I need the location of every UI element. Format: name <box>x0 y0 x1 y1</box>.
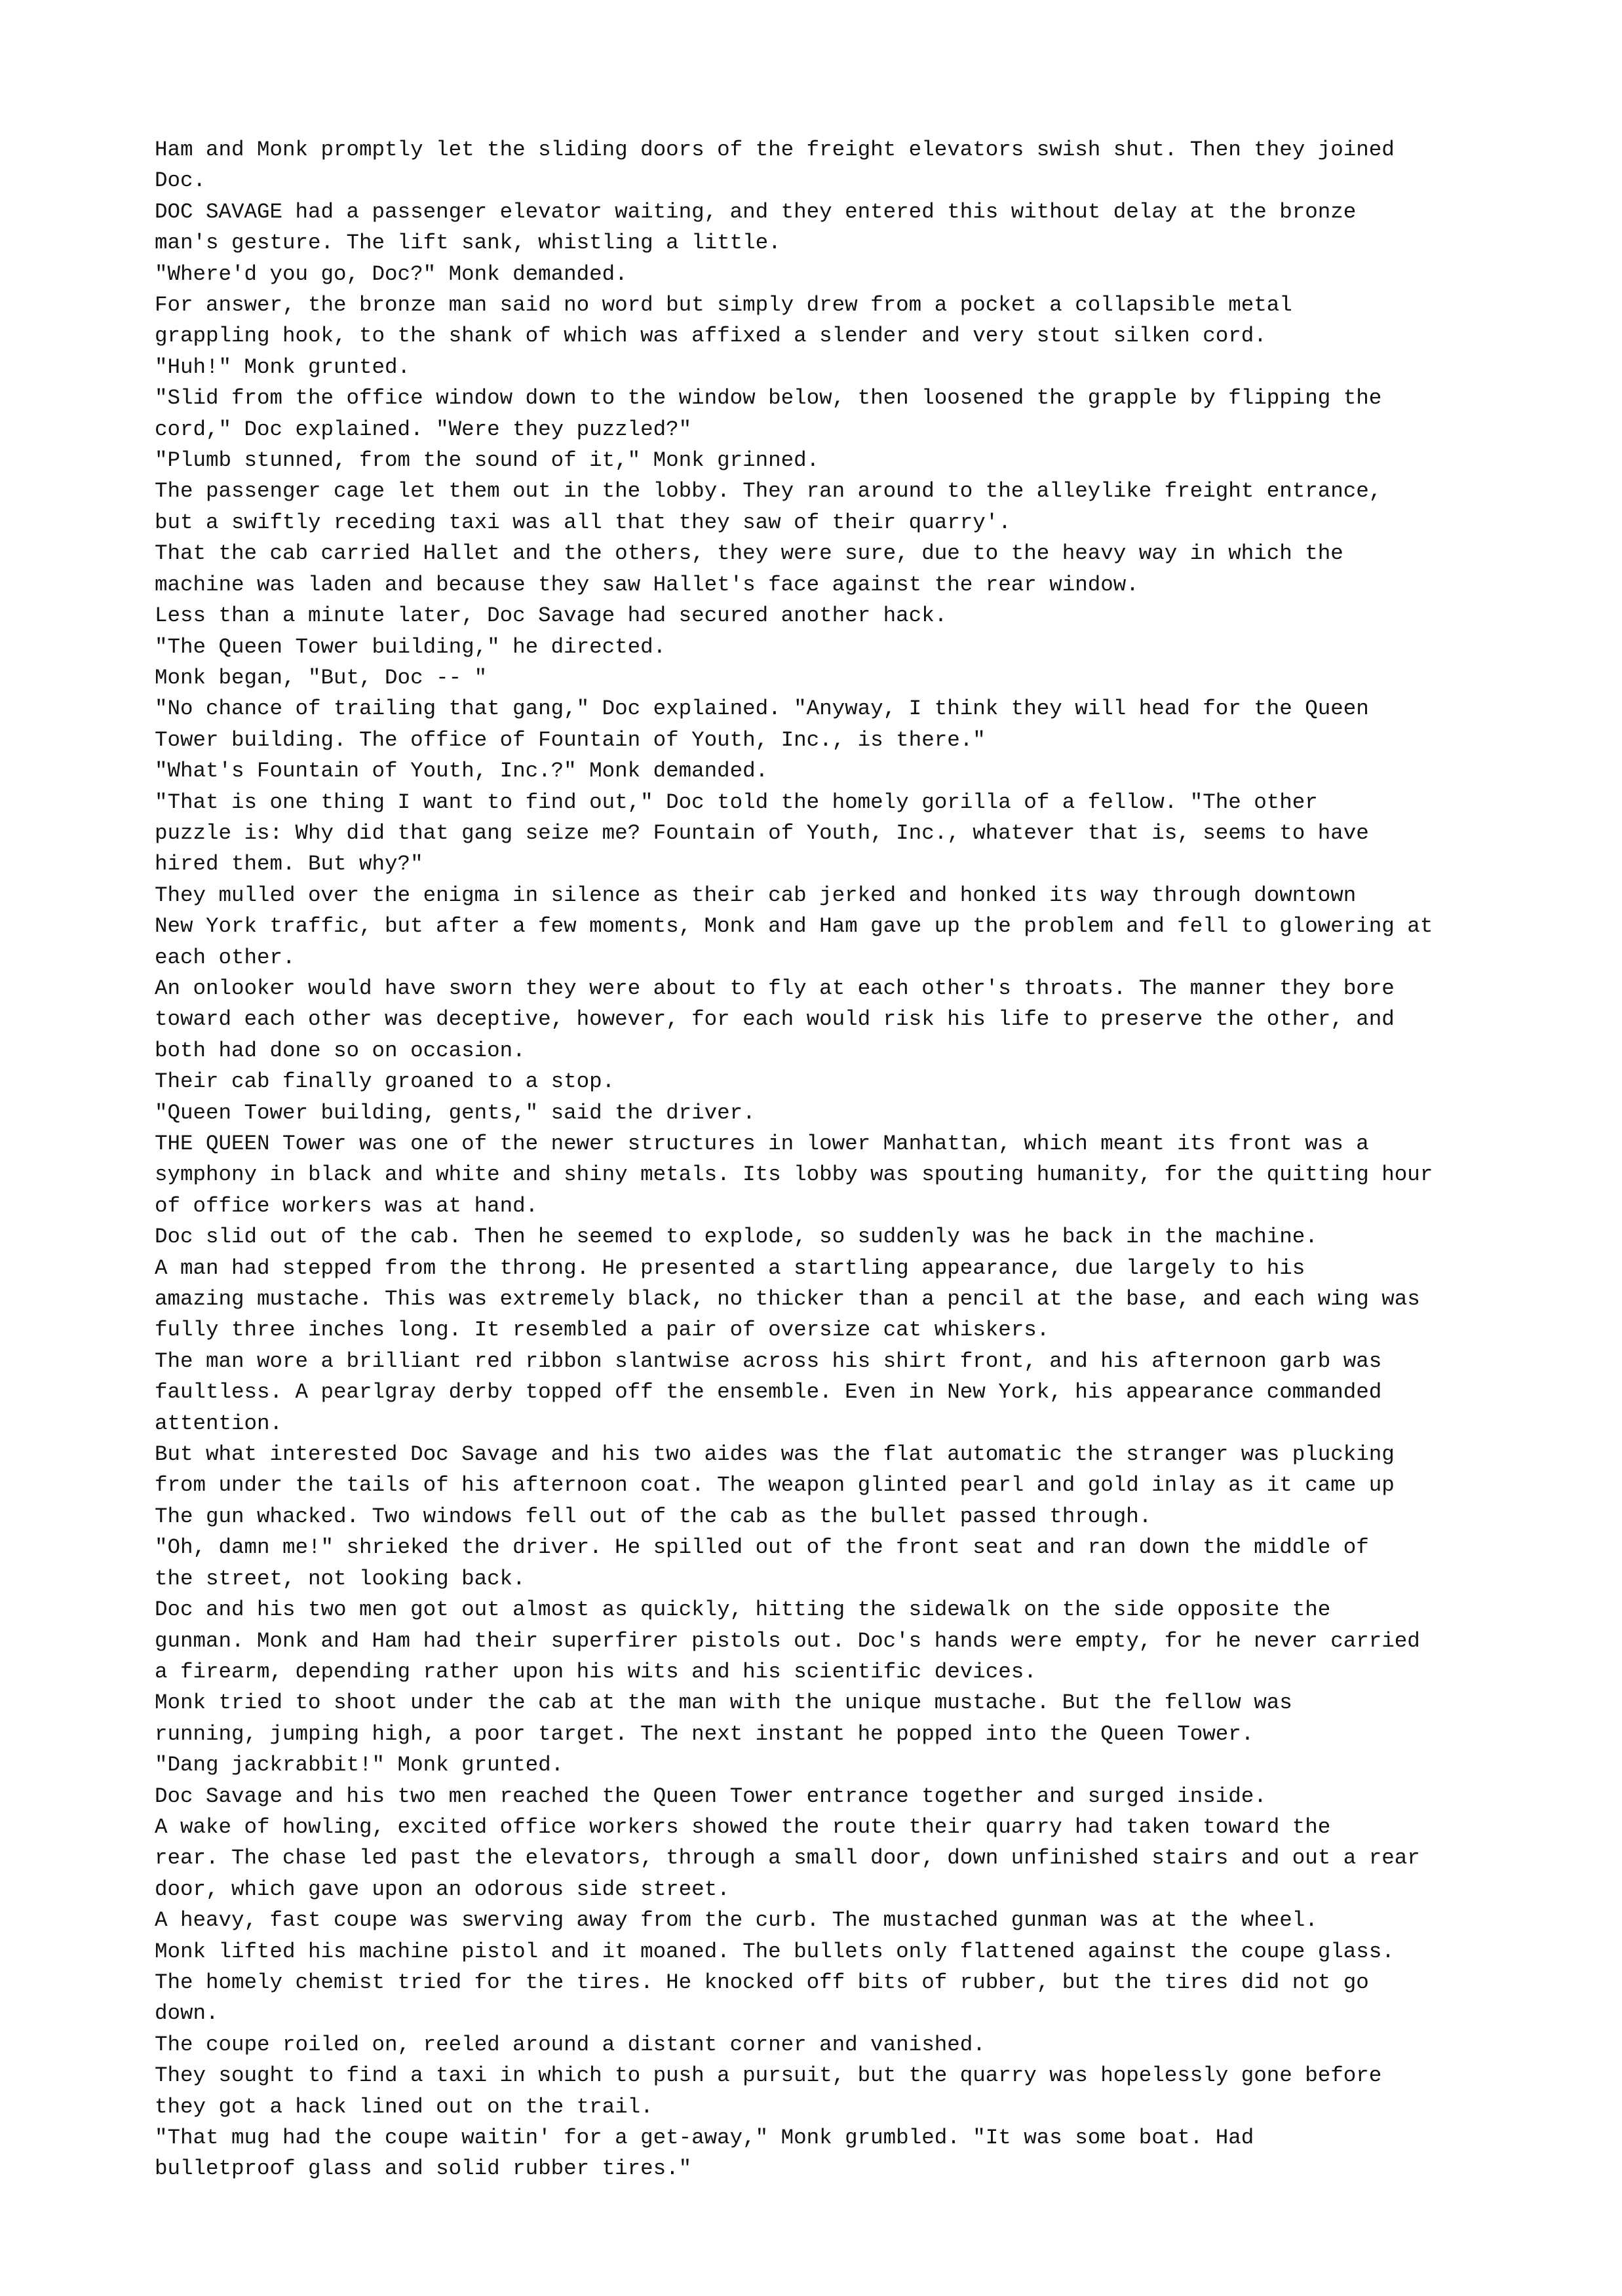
paragraph: For answer, the bronze man said no word but simply drew from a pocket a collapsible metal grappling hook, to the shank of which was affixed a slender and very stout silken cord. <box>155 293 1292 349</box>
paragraph: The man wore a brilliant red ribbon slantwise across his shirt front, and his afternoon garb was faultless. A pearlgray derby topped off the ensemble. Even in New York, his appearance commanded attention. <box>155 1349 1382 1436</box>
paragraph: "Dang jackrabbit!" Monk grunted. <box>155 1753 564 1778</box>
paragraph: "Where'd you go, Doc?" Monk demanded. <box>155 261 628 286</box>
paragraph: The gun whacked. Two windows fell out of the cab as the bullet passed through. <box>155 1504 1152 1529</box>
paragraph: An onlooker would have sworn they were about to fly at each other's throats. The manner they bore toward each other was deceptive, however, for each would risk his life to preserve the other, and both had done so on occasion. <box>155 976 1395 1063</box>
paragraph: Doc Savage and his two men reached the Queen Tower entrance together and surged inside. <box>155 1784 1267 1808</box>
paragraph: Ham and Monk promptly let the sliding doors of the freight elevators swish shut. Then they joined Doc. <box>155 138 1395 193</box>
paragraph: A man had stepped from the throng. He presented a startling appearance, due largely to his amazing mustache. This was extremely black, no thicker than a pencil at the base, and each wing was fully three inches long. It resembled a pair of oversize cat whiskers. <box>155 1255 1420 1343</box>
paragraph: "Huh!" Monk grunted. <box>155 354 411 379</box>
paragraph: "Plumb stunned, from the sound of it," Monk grinned. <box>155 448 820 473</box>
paragraph: But what interested Doc Savage and his two aides was the flat automatic the stranger was plucking from under the tails of his afternoon coat. The weapon glinted pearl and gold inlay as it came up <box>155 1442 1395 1498</box>
paragraph: "That is one thing I want to find out," Doc told the homely gorilla of a fellow. "The other puzzle is: Why did that gang seize me? Fountain of Youth, Inc., whatever that is, seems to have hired them. But why?" <box>155 790 1369 877</box>
paragraph: Less than a minute later, Doc Savage had secured another hack. <box>155 603 948 628</box>
paragraph: Their cab finally groaned to a stop. <box>155 1069 615 1094</box>
paragraph: The coupe roiled on, reeled around a distant corner and vanished. <box>155 2032 986 2057</box>
paragraph: Monk tried to shoot under the cab at the man with the unique mustache. But the fellow was running, jumping high, a poor target. The next instant he popped into the Queen Tower. <box>155 1691 1292 1746</box>
paragraph: A heavy, fast coupe was swerving away from the curb. The mustached gunman was at the wheel. <box>155 1908 1318 1933</box>
paragraph: "Queen Tower building, gents," said the driver. <box>155 1100 756 1125</box>
paragraph: "That mug had the coupe waitin' for a get-away," Monk grumbled. "It was some boat. Had bulletproof glass and solid rubber tires." <box>155 2126 1254 2181</box>
paragraph: A wake of howling, excited office workers showed the route their quarry had taken toward the rear. The chase led past the elevators, through a small door, down unfinished stairs and out a rear door, which gave upon an odorous side street. <box>155 1814 1420 1902</box>
paragraph: "What's Fountain of Youth, Inc.?" Monk demanded. <box>155 759 769 784</box>
paragraph: Monk lifted his machine pistol and it moaned. The bullets only flattened against the coupe glass. The homely chemist tried for the tires. He knocked off bits of rubber, but the tires did not go down. <box>155 1939 1395 2026</box>
paragraph: "Oh, damn me!" shrieked the driver. He spilled out of the front seat and ran down the middle of the street, not looking back. <box>155 1535 1369 1591</box>
paragraph: That the cab carried Hallet and the others, they were sure, due to the heavy way in which the machine was laden and because they saw Hallet's face against the rear window. <box>155 541 1343 597</box>
paragraph: The passenger cage let them out in the lobby. They ran around to the alleylike freight entrance, but a swiftly receding taxi was all that they saw of their quarry'. <box>155 479 1382 535</box>
paragraph: "The Queen Tower building," he directed. <box>155 634 666 659</box>
paragraph: They mulled over the enigma in silence as their cab jerked and honked its way through downtown New York traffic, but after a few moments, Monk and Ham gave up the problem and fell to glowering at each other. <box>155 883 1433 970</box>
paragraph: DOC SAVAGE had a passenger elevator waiting, and they entered this without delay at the bronze man's gesture. The lift sank, whistling a little. <box>155 199 1357 256</box>
paragraph: Doc and his two men got out almost as quickly, hitting the sidewalk on the side opposite the gunman. Monk and Ham had their superfirer pistols out. Doc's hands were empty, for he never carried a firearm, depending rather upon his wits and his scientific devices. <box>155 1598 1420 1684</box>
paragraph: They sought to find a taxi in which to push a pursuit, but the quarry was hopelessly gone before they got a hack lined out on the trail. <box>155 2063 1382 2119</box>
paragraph: "Slid from the office window down to the window below, then loosened the grapple by flipping the cord," Doc explained. "Were they puzzled?" <box>155 386 1382 442</box>
paragraph: Monk began, "But, Doc -- " <box>155 665 488 690</box>
paragraph: "No chance of trailing that gang," Doc explained. "Anyway, I think they will head for the Queen Tower building. The office of Fountain of Youth, Inc., is there." <box>155 697 1369 752</box>
paragraph: THE QUEEN Tower was one of the newer structures in lower Manhattan, which meant its front was a symphony in black and white and shiny metals. Its lobby was spouting humanity, for the quitting hour of office workers was at hand. <box>155 1132 1433 1218</box>
document-page <box>155 134 1485 2185</box>
paragraph: Doc slid out of the cab. Then he seemed to explode, so suddenly was he back in the machine. <box>155 1225 1318 1250</box>
